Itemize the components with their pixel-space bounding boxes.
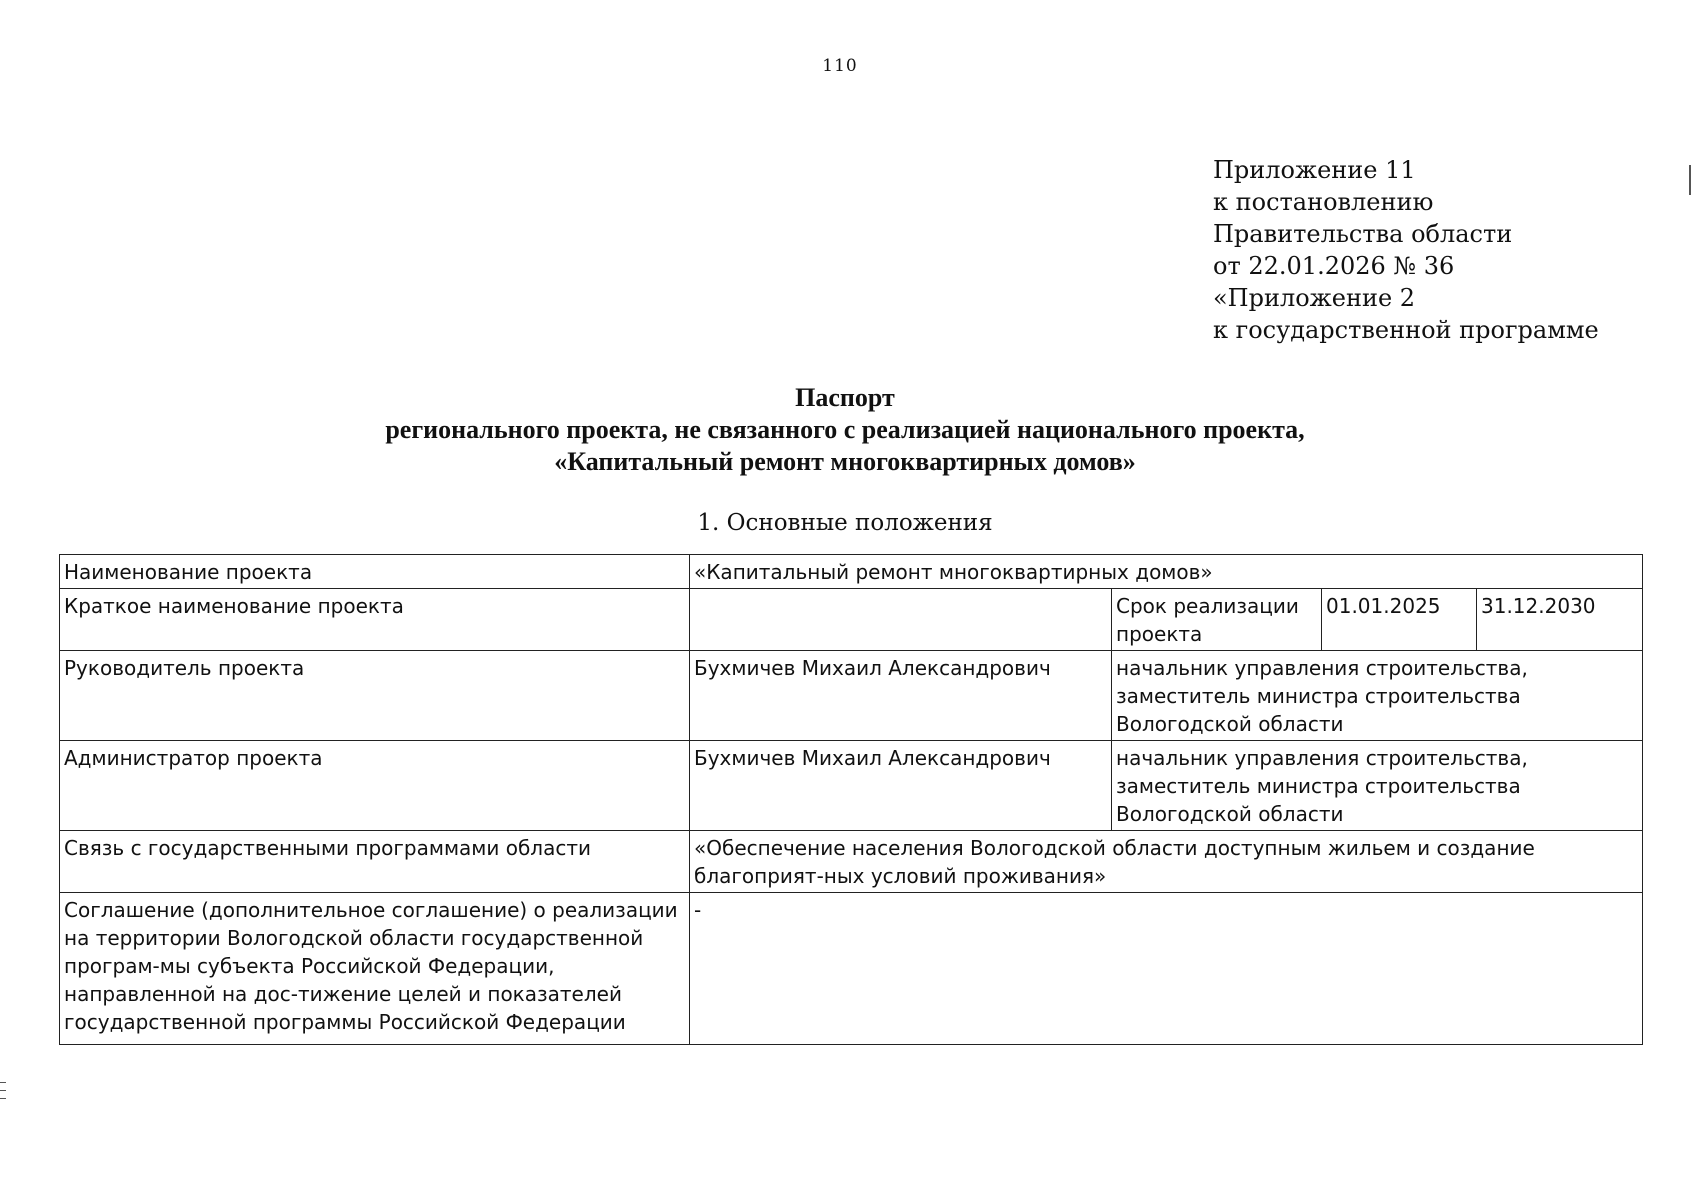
title-line: регионального проекта, не связанного с реализацией национального проекта, <box>385 415 1305 444</box>
appendix-line: Приложение 11 <box>1213 156 1416 184</box>
person-name: Бухмичев Михаил Александрович <box>690 651 1112 741</box>
table-row <box>60 831 1643 893</box>
scan-edge-mark <box>0 1090 6 1091</box>
appendix-note <box>1213 154 1599 346</box>
table-row <box>60 741 1643 831</box>
start-date: 01.01.2025 <box>1322 589 1477 651</box>
end-date: 31.12.2030 <box>1477 589 1643 651</box>
row-label: Соглашение (дополнительное соглашение) о реализации на территории Вологодской области государственной програм-мы субъекта Российской Федерации, направленной на дос-тижение целей и показателей государственной программы Российской Федерации <box>60 893 690 1045</box>
scan-edge-mark <box>0 1082 6 1083</box>
row-label: Краткое наименование проекта <box>60 589 690 651</box>
row-label: Связь с государственными программами области <box>60 831 690 893</box>
appendix-line: от 22.01.2026 № 36 <box>1213 252 1455 280</box>
page-number: 110 <box>822 56 858 76</box>
title-line: «Капитальный ремонт многоквартирных домов» <box>554 447 1136 476</box>
table-row <box>60 589 1643 651</box>
section-heading: 1. Основные положения <box>697 510 993 536</box>
person-position: начальник управления строительства, заместитель министра строительства Вологодской области <box>1112 741 1643 831</box>
row-label: Администратор проекта <box>60 741 690 831</box>
document-title <box>0 382 1690 478</box>
appendix-line: к постановлению <box>1213 188 1434 216</box>
row-value: «Капитальный ремонт многоквартирных домов» <box>690 555 1643 589</box>
row-value: «Обеспечение населения Вологодской области доступным жильем и создание благоприят-ных условий проживания» <box>690 831 1643 893</box>
table-row <box>60 893 1643 1045</box>
row-value: - <box>690 893 1643 1045</box>
row-label: Наименование проекта <box>60 555 690 589</box>
appendix-line: «Приложение 2 <box>1213 284 1416 312</box>
period-label: Срок реализации проекта <box>1112 589 1322 651</box>
person-name: Бухмичев Михаил Александрович <box>690 741 1112 831</box>
row-label: Руководитель проекта <box>60 651 690 741</box>
title-line: Паспорт <box>795 383 895 412</box>
passport-table <box>59 554 1643 1045</box>
scan-edge-mark <box>0 1098 6 1099</box>
scan-edge-mark <box>1689 165 1691 195</box>
table-row <box>60 555 1643 589</box>
appendix-line: к государственной программе <box>1213 316 1599 344</box>
person-position: начальник управления строительства, заместитель министра строительства Вологодской области <box>1112 651 1643 741</box>
row-value <box>690 589 1112 651</box>
table-row <box>60 651 1643 741</box>
appendix-line: Правительства области <box>1213 220 1513 248</box>
